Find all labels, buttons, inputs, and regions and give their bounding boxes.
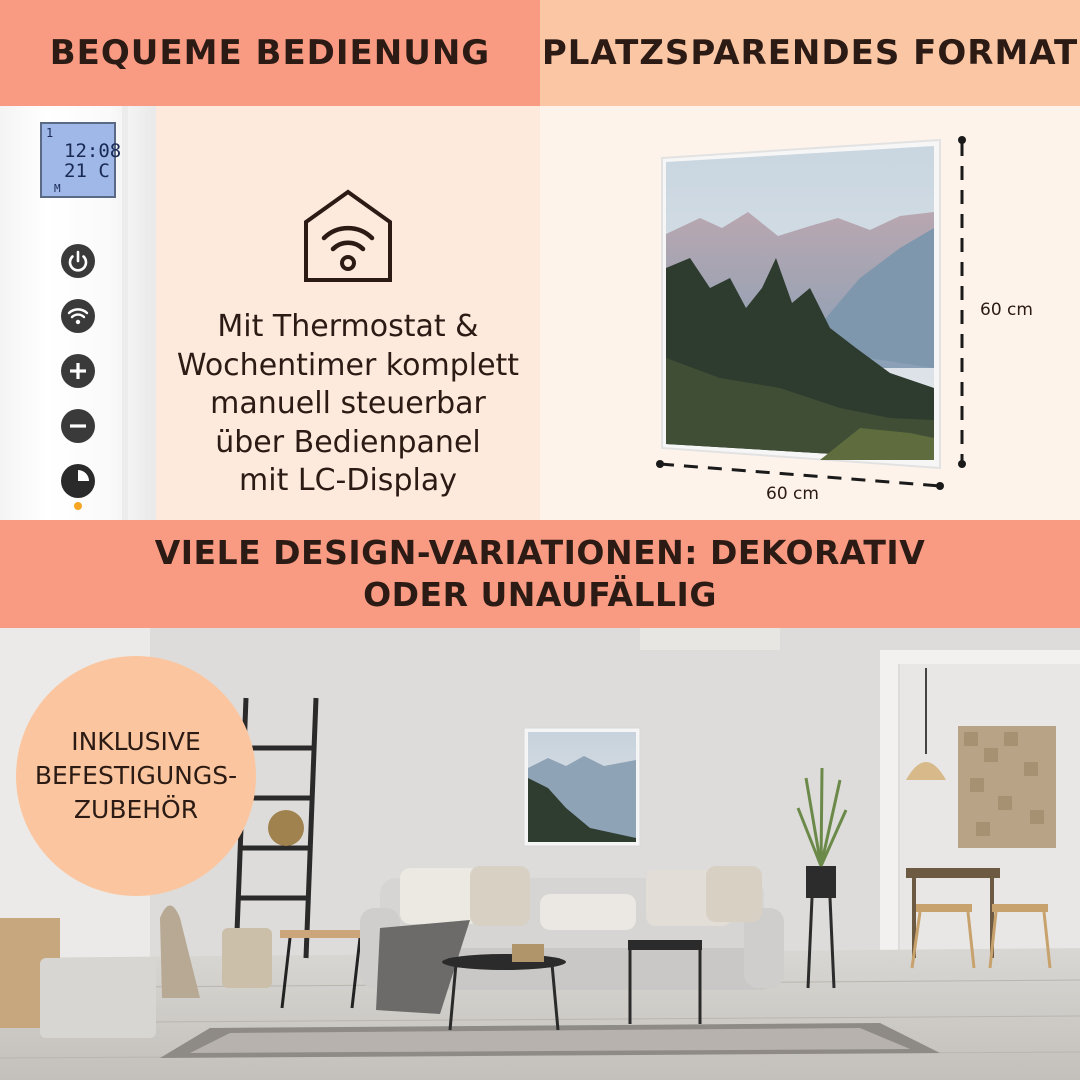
left-heading: BEQUEME BEDIENUNG <box>49 33 491 73</box>
lcd-mode: M <box>54 182 61 195</box>
plus-icon <box>61 354 95 388</box>
control-description <box>156 308 540 501</box>
width-label: 60 cm <box>766 484 819 504</box>
clock-icon <box>61 464 95 498</box>
minus-icon <box>61 409 95 443</box>
description-line: Wochentimer komplett <box>176 347 520 383</box>
right-heading-bar <box>540 0 1080 106</box>
wifi-icon <box>61 299 95 333</box>
badge-line: ZUBEHÖR <box>73 795 199 824</box>
description-line: manuell steuerbar <box>210 386 486 421</box>
lcd-time: 12:08 <box>64 140 122 162</box>
plus-button[interactable] <box>61 354 95 388</box>
smart-home-icon-wrap <box>300 188 396 284</box>
description-line: mit LC-Display <box>239 463 457 498</box>
device-edge <box>122 106 128 520</box>
power-button[interactable] <box>61 244 95 278</box>
lcd-temp: 21 C <box>64 160 110 182</box>
height-label: 60 cm <box>980 300 1033 320</box>
middle-heading: VIELE DESIGN-VARIATIONEN: DEKORATIV ODER UNAUFÄLLIG <box>154 533 926 614</box>
indicator-light <box>74 502 82 510</box>
lcd-slot: 1 <box>46 126 54 140</box>
timer-button[interactable] <box>61 464 95 498</box>
middle-heading-bar <box>0 520 1080 628</box>
lcd-display <box>40 122 122 198</box>
accessories-badge <box>16 656 256 896</box>
wifi-button[interactable] <box>61 299 95 333</box>
right-heading: PLATZSPARENDES FORMAT <box>541 33 1079 73</box>
height-dimension-line <box>952 134 976 470</box>
minus-button[interactable] <box>61 409 95 443</box>
left-heading-bar <box>0 0 540 106</box>
smart-home-wifi-icon <box>300 188 396 284</box>
heater-panel-image <box>660 138 942 470</box>
badge-line: INKLUSIVE <box>71 727 201 756</box>
description-line: über Bedienpanel <box>215 424 481 460</box>
description-line: Mit Thermostat & <box>217 309 479 344</box>
power-icon <box>61 244 95 278</box>
badge-line: BEFESTIGUNGS- <box>34 761 238 790</box>
